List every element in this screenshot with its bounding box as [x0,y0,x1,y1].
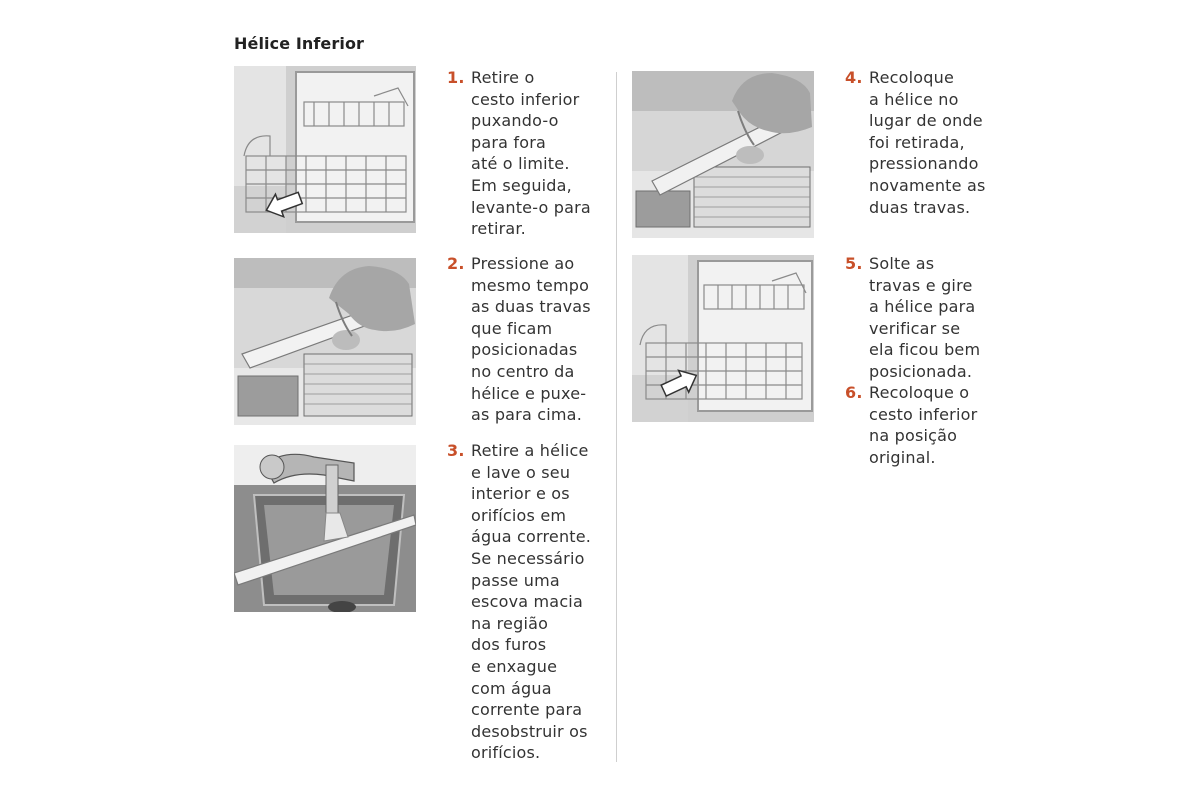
step-line: a hélice para [869,297,976,317]
step-2 [447,253,591,426]
step-line: Solte as [869,254,935,273]
step-line: no centro da [471,361,575,381]
hand-spray-arm-icon [234,258,416,425]
step-number: 2. [447,254,465,273]
step-line: Retire a hélice [471,441,589,460]
step-number: 3. [447,441,465,460]
step-line: até o limite. [471,154,570,174]
step-line: Retire o [471,68,535,87]
step-line: dos furos [471,635,547,655]
sink-faucet-spray-arm-icon [234,445,416,612]
step-line: com água [471,678,552,698]
step-line: cesto inferior [869,404,978,424]
dishwasher-replace-basket-photo [632,255,814,422]
step-line: na região [471,613,549,633]
step-line: escova macia [471,592,583,612]
step-line: levante-o para [471,197,591,217]
step-line: Recoloque [869,68,955,87]
step-line: desobstruir os [471,721,588,741]
step-3 [447,440,591,764]
step-line: duas travas. [869,197,971,217]
step-line: mesmo tempo [471,275,590,295]
step-line: e enxague [471,656,558,676]
step-text [869,382,977,468]
step-line: puxando-o [471,111,559,131]
dishwasher-basket-icon [234,66,416,233]
step-1 [447,67,591,240]
step-line: as para cima. [471,405,582,425]
step-line: Se necessário [471,548,585,568]
step-line: posicionada. [869,361,973,381]
step-text [471,440,591,764]
step-line: hélice e puxe- [471,383,587,403]
step-text [869,253,980,383]
step-line: novamente as [869,175,986,195]
dishwasher-pull-basket-photo [234,66,416,233]
step-text [471,67,591,240]
step-line: retirar. [471,219,526,239]
step-line: original. [869,447,936,467]
step-5 [845,253,980,383]
step-line: na posição [869,426,958,446]
step-line: as duas travas [471,297,591,317]
step-line: água corrente. [471,527,592,547]
step-line: orifícios. [471,743,541,763]
step-number: 6. [845,383,863,402]
step-number: 4. [845,68,863,87]
step-6 [845,382,977,468]
step-line: a hélice no [869,89,959,109]
step-line: posicionadas [471,340,578,360]
hand-pressing-latches-photo [234,258,416,425]
page-title: Hélice Inferior [234,34,365,53]
step-4 [845,67,986,218]
dishwasher-basket-icon [632,255,814,422]
step-line: que ficam [471,318,553,338]
step-line: Pressione ao [471,254,575,273]
step-line: cesto inferior [471,89,580,109]
step-line: foi retirada, [869,132,965,152]
step-number: 1. [447,68,465,87]
step-line: Em seguida, [471,175,572,195]
step-text [869,67,986,218]
step-line: orifícios em [471,505,567,525]
step-line: pressionando [869,154,979,174]
step-number: 5. [845,254,863,273]
step-line: passe uma [471,570,560,590]
step-line: travas e gire [869,275,973,295]
step-line: lugar de onde [869,111,983,131]
step-line: corrente para [471,700,583,720]
step-line: verificar se [869,318,961,338]
step-line: ela ficou bem [869,340,981,360]
step-line: Recoloque o [869,383,970,402]
hand-spray-arm-icon [632,71,814,238]
step-line: para fora [471,132,547,152]
step-line: e lave o seu [471,462,571,482]
step-line: interior e os [471,484,570,504]
column-divider [616,72,617,762]
step-text [471,253,591,426]
hand-refit-spray-arm-photo [632,71,814,238]
spray-arm-sink-photo [234,445,416,612]
